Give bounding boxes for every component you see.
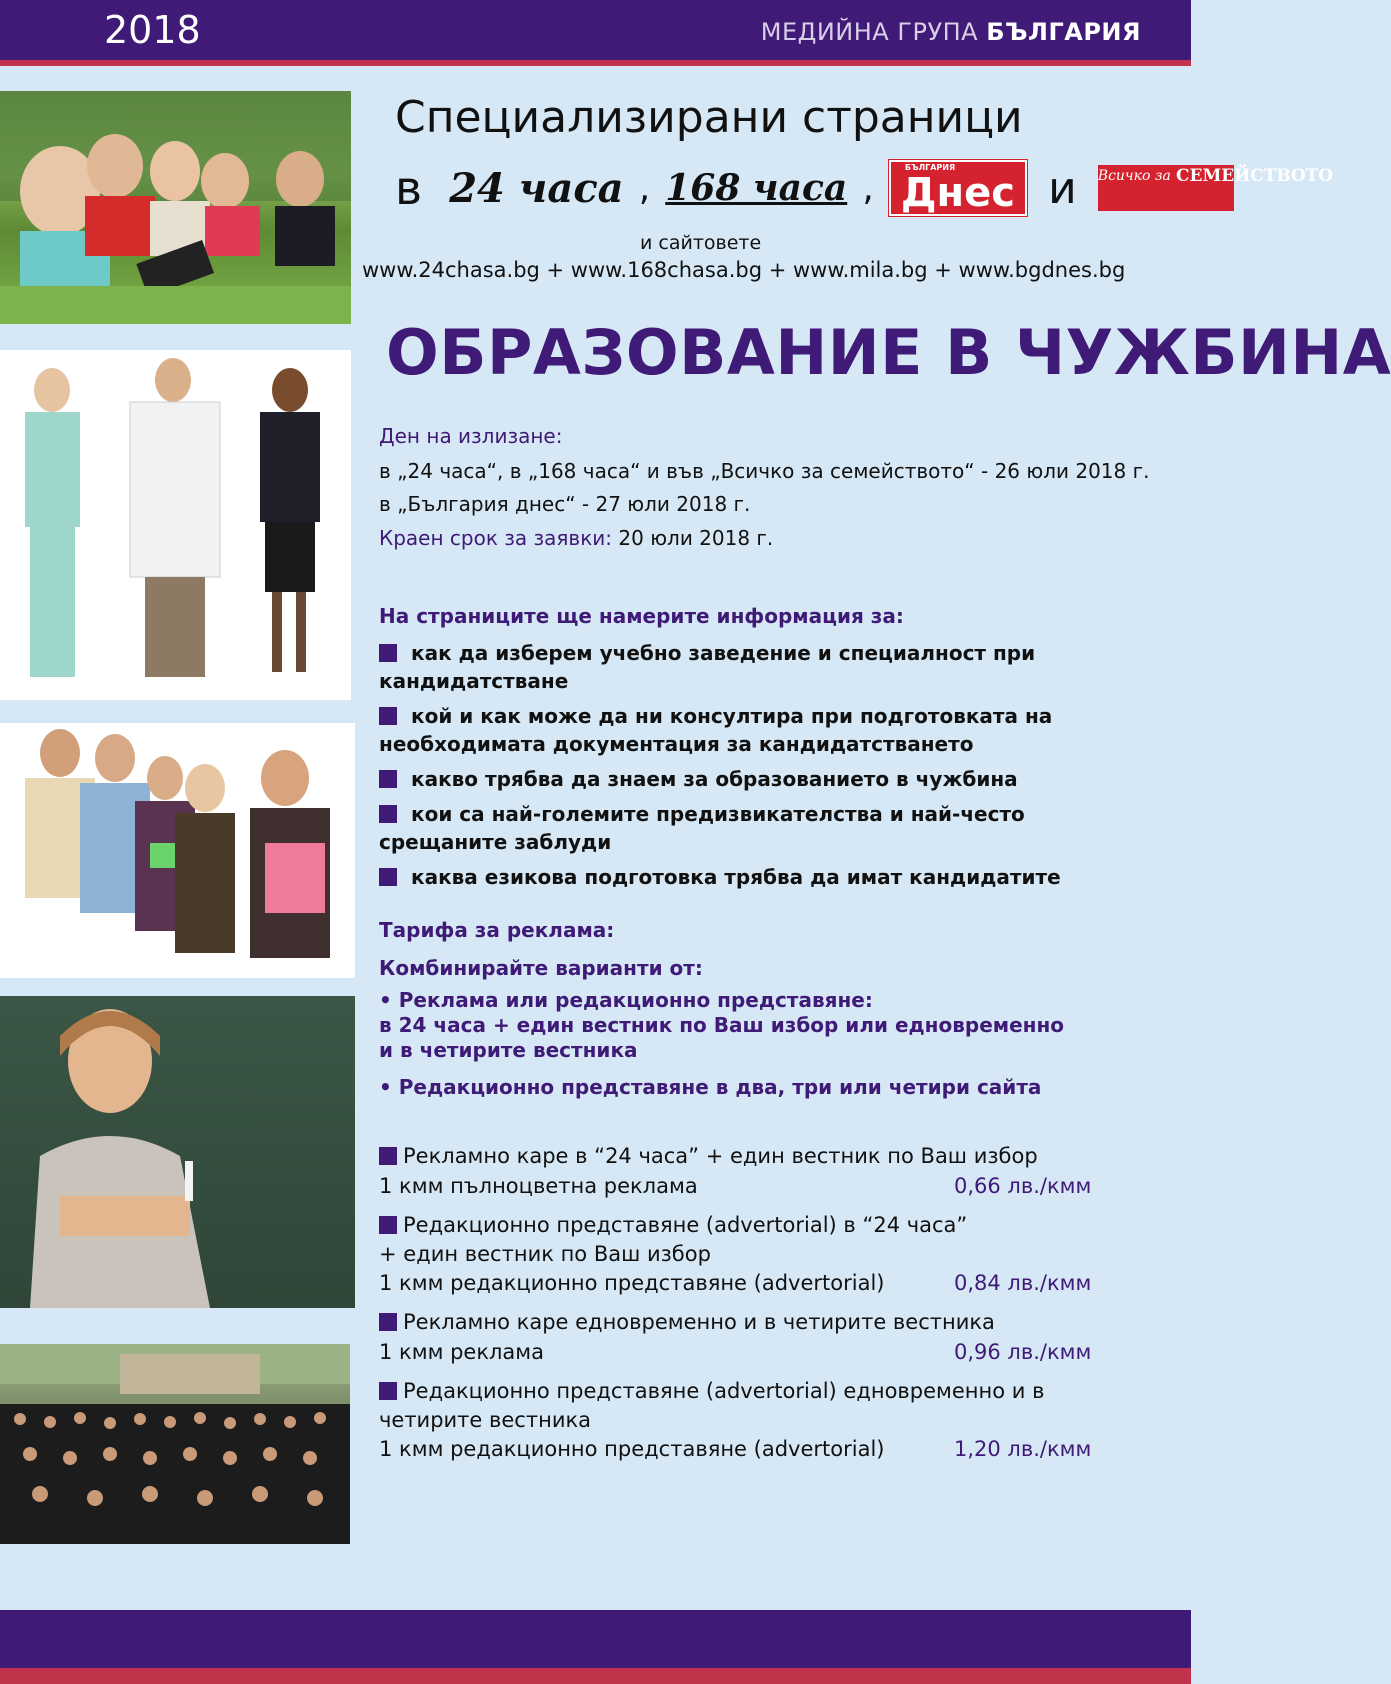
tariff-option-1-line3: и в четирите вестника <box>379 1038 638 1062</box>
logo-family-top: Всичко за <box>1097 168 1171 184</box>
square-bullet-icon <box>379 1147 397 1165</box>
brand-name <box>761 18 1141 46</box>
price-3-title <box>379 1310 995 1334</box>
info-item-1-line1: как да изберем учебно заведение и специалност при <box>411 641 1036 665</box>
prefix-v: в <box>395 161 423 215</box>
info-item-1-line2: кандидатстване <box>379 669 569 693</box>
price-4-unit: 1 кмм редакционно представяне (advertorial) <box>379 1437 885 1461</box>
logo-168-chasa: 168 часа <box>665 167 848 209</box>
info-item-1 <box>379 639 1159 695</box>
tariff-option-2: • Редакционно представяне в два, три или четири сайта <box>379 1075 1042 1099</box>
students-on-grass-photo <box>0 91 351 324</box>
price-3-title-text: Рекламно каре едновременно и в четирите вестника <box>403 1310 995 1334</box>
info-item-3 <box>379 765 1159 793</box>
tariff-option-1-line1: • Реклама или редакционно представяне: <box>379 988 873 1012</box>
price-2-title-text: Редакционно представяне (advertorial) в “24 часа” <box>403 1213 968 1237</box>
professionals-photo <box>0 350 351 700</box>
info-item-4-line1: кои са най-големите предизвикателства и най-често <box>411 802 1025 826</box>
top-accent-line <box>0 60 1191 66</box>
logo-bulgaria-dnes <box>889 160 1027 216</box>
price-3-value: 0,96 лв./кмм <box>954 1340 1092 1364</box>
graduation-ceremony-photo <box>0 1344 350 1544</box>
issue-date-line-2: в „България днес“ - 27 юли 2018 г. <box>379 492 751 516</box>
tariff-option-1-line2: в 24 часа + един вестник по Ваш избор или едновременно <box>379 1013 1065 1037</box>
deadline-value: 20 юли 2018 г. <box>618 526 774 550</box>
price-1-title-text: Рекламно каре в “24 часа” + един вестник по Ваш избор <box>403 1144 1038 1168</box>
square-bullet-icon <box>379 770 397 788</box>
bottom-accent-line <box>0 1668 1191 1684</box>
issue-date-label: Ден на излизане: <box>379 424 563 448</box>
comma-1: , <box>638 167 651 209</box>
price-1-title <box>379 1144 1038 1168</box>
logo-24-chasa: 24 часа <box>449 164 624 212</box>
info-item-2-line1: кой и как може да ни консултира при подготовката на <box>411 704 1053 728</box>
comma-2: , <box>862 167 874 209</box>
info-item-2-line2: необходимата документация за кандидатстването <box>379 732 974 756</box>
square-bullet-icon <box>379 805 397 823</box>
logo-bulgaria-dnes-small: БЪЛГАРИЯ <box>904 163 956 172</box>
sites-label: и сайтовете <box>640 232 762 254</box>
price-2-title <box>379 1213 967 1237</box>
price-2-value: 0,84 лв./кмм <box>954 1271 1092 1295</box>
price-3-unit: 1 кмм реклама <box>379 1340 545 1364</box>
and-word: и <box>1048 162 1077 214</box>
info-heading: На страниците ще намерите информация за: <box>379 604 904 628</box>
square-bullet-icon <box>379 1382 397 1400</box>
square-bullet-icon <box>379 868 397 886</box>
price-4-title-text: Редакционно представяне (advertorial) едновременно и в <box>403 1379 1045 1403</box>
info-item-4-line2: срещаните заблуди <box>379 830 612 854</box>
deadline-label: Краен срок за заявки: <box>379 526 613 550</box>
teacher-photo <box>0 996 355 1308</box>
brand-bold: БЪЛГАРИЯ <box>986 18 1141 46</box>
price-4-title-line2: четирите вестника <box>379 1408 592 1432</box>
tariff-combine: Комбинирайте варианти от: <box>379 956 703 980</box>
square-bullet-icon <box>379 1313 397 1331</box>
students-with-books-photo <box>0 723 355 978</box>
bottom-bar <box>0 1610 1191 1668</box>
tariff-heading: Тарифа за реклама: <box>379 918 615 942</box>
issue-date-line-1: в „24 часа“, в „168 часа“ и във „Всичко за семейството“ - 26 юли 2018 г. <box>379 459 1150 483</box>
main-title: ОБРАЗОВАНИЕ В ЧУЖБИНА <box>386 316 1391 389</box>
price-4-value: 1,20 лв./кмм <box>954 1437 1092 1461</box>
tariff-option-1 <box>379 988 1064 1063</box>
logo-family-bottom: СЕМЕЙСТВОТО <box>1175 166 1334 186</box>
info-item-5 <box>379 863 1159 891</box>
year-label: 2018 <box>104 8 201 52</box>
info-item-2 <box>379 702 1159 758</box>
info-item-4 <box>379 800 1159 856</box>
price-1-value: 0,66 лв./кмм <box>954 1174 1092 1198</box>
brand-light: МЕДИЙНА ГРУПА <box>760 18 979 46</box>
square-bullet-icon <box>379 707 397 725</box>
price-2-title-line2: + един вестник по Ваш избор <box>379 1242 711 1266</box>
deadline <box>379 526 773 550</box>
price-1-unit: 1 кмм пълноцветна реклама <box>379 1174 698 1198</box>
square-bullet-icon <box>379 1216 397 1234</box>
specialized-pages-title: Специализирани страници <box>395 92 1023 143</box>
logo-bulgaria-dnes-text: Днес <box>900 170 1015 216</box>
info-item-3-line1: какво трябва да знаем за образованието в чужбина <box>411 767 1018 791</box>
square-bullet-icon <box>379 644 397 662</box>
price-2-unit: 1 кмм редакционно представяне (advertorial) <box>379 1271 885 1295</box>
sites-list: www.24chasa.bg + www.168chasa.bg + www.mila.bg + www.bgdnes.bg <box>362 258 1126 282</box>
publications-row <box>395 160 1334 220</box>
logo-vsichko-za-semeistvoto <box>1097 165 1334 211</box>
price-4-title <box>379 1379 1045 1403</box>
info-item-5-line1: каква езикова подготовка трябва да имат кандидатите <box>411 865 1061 889</box>
